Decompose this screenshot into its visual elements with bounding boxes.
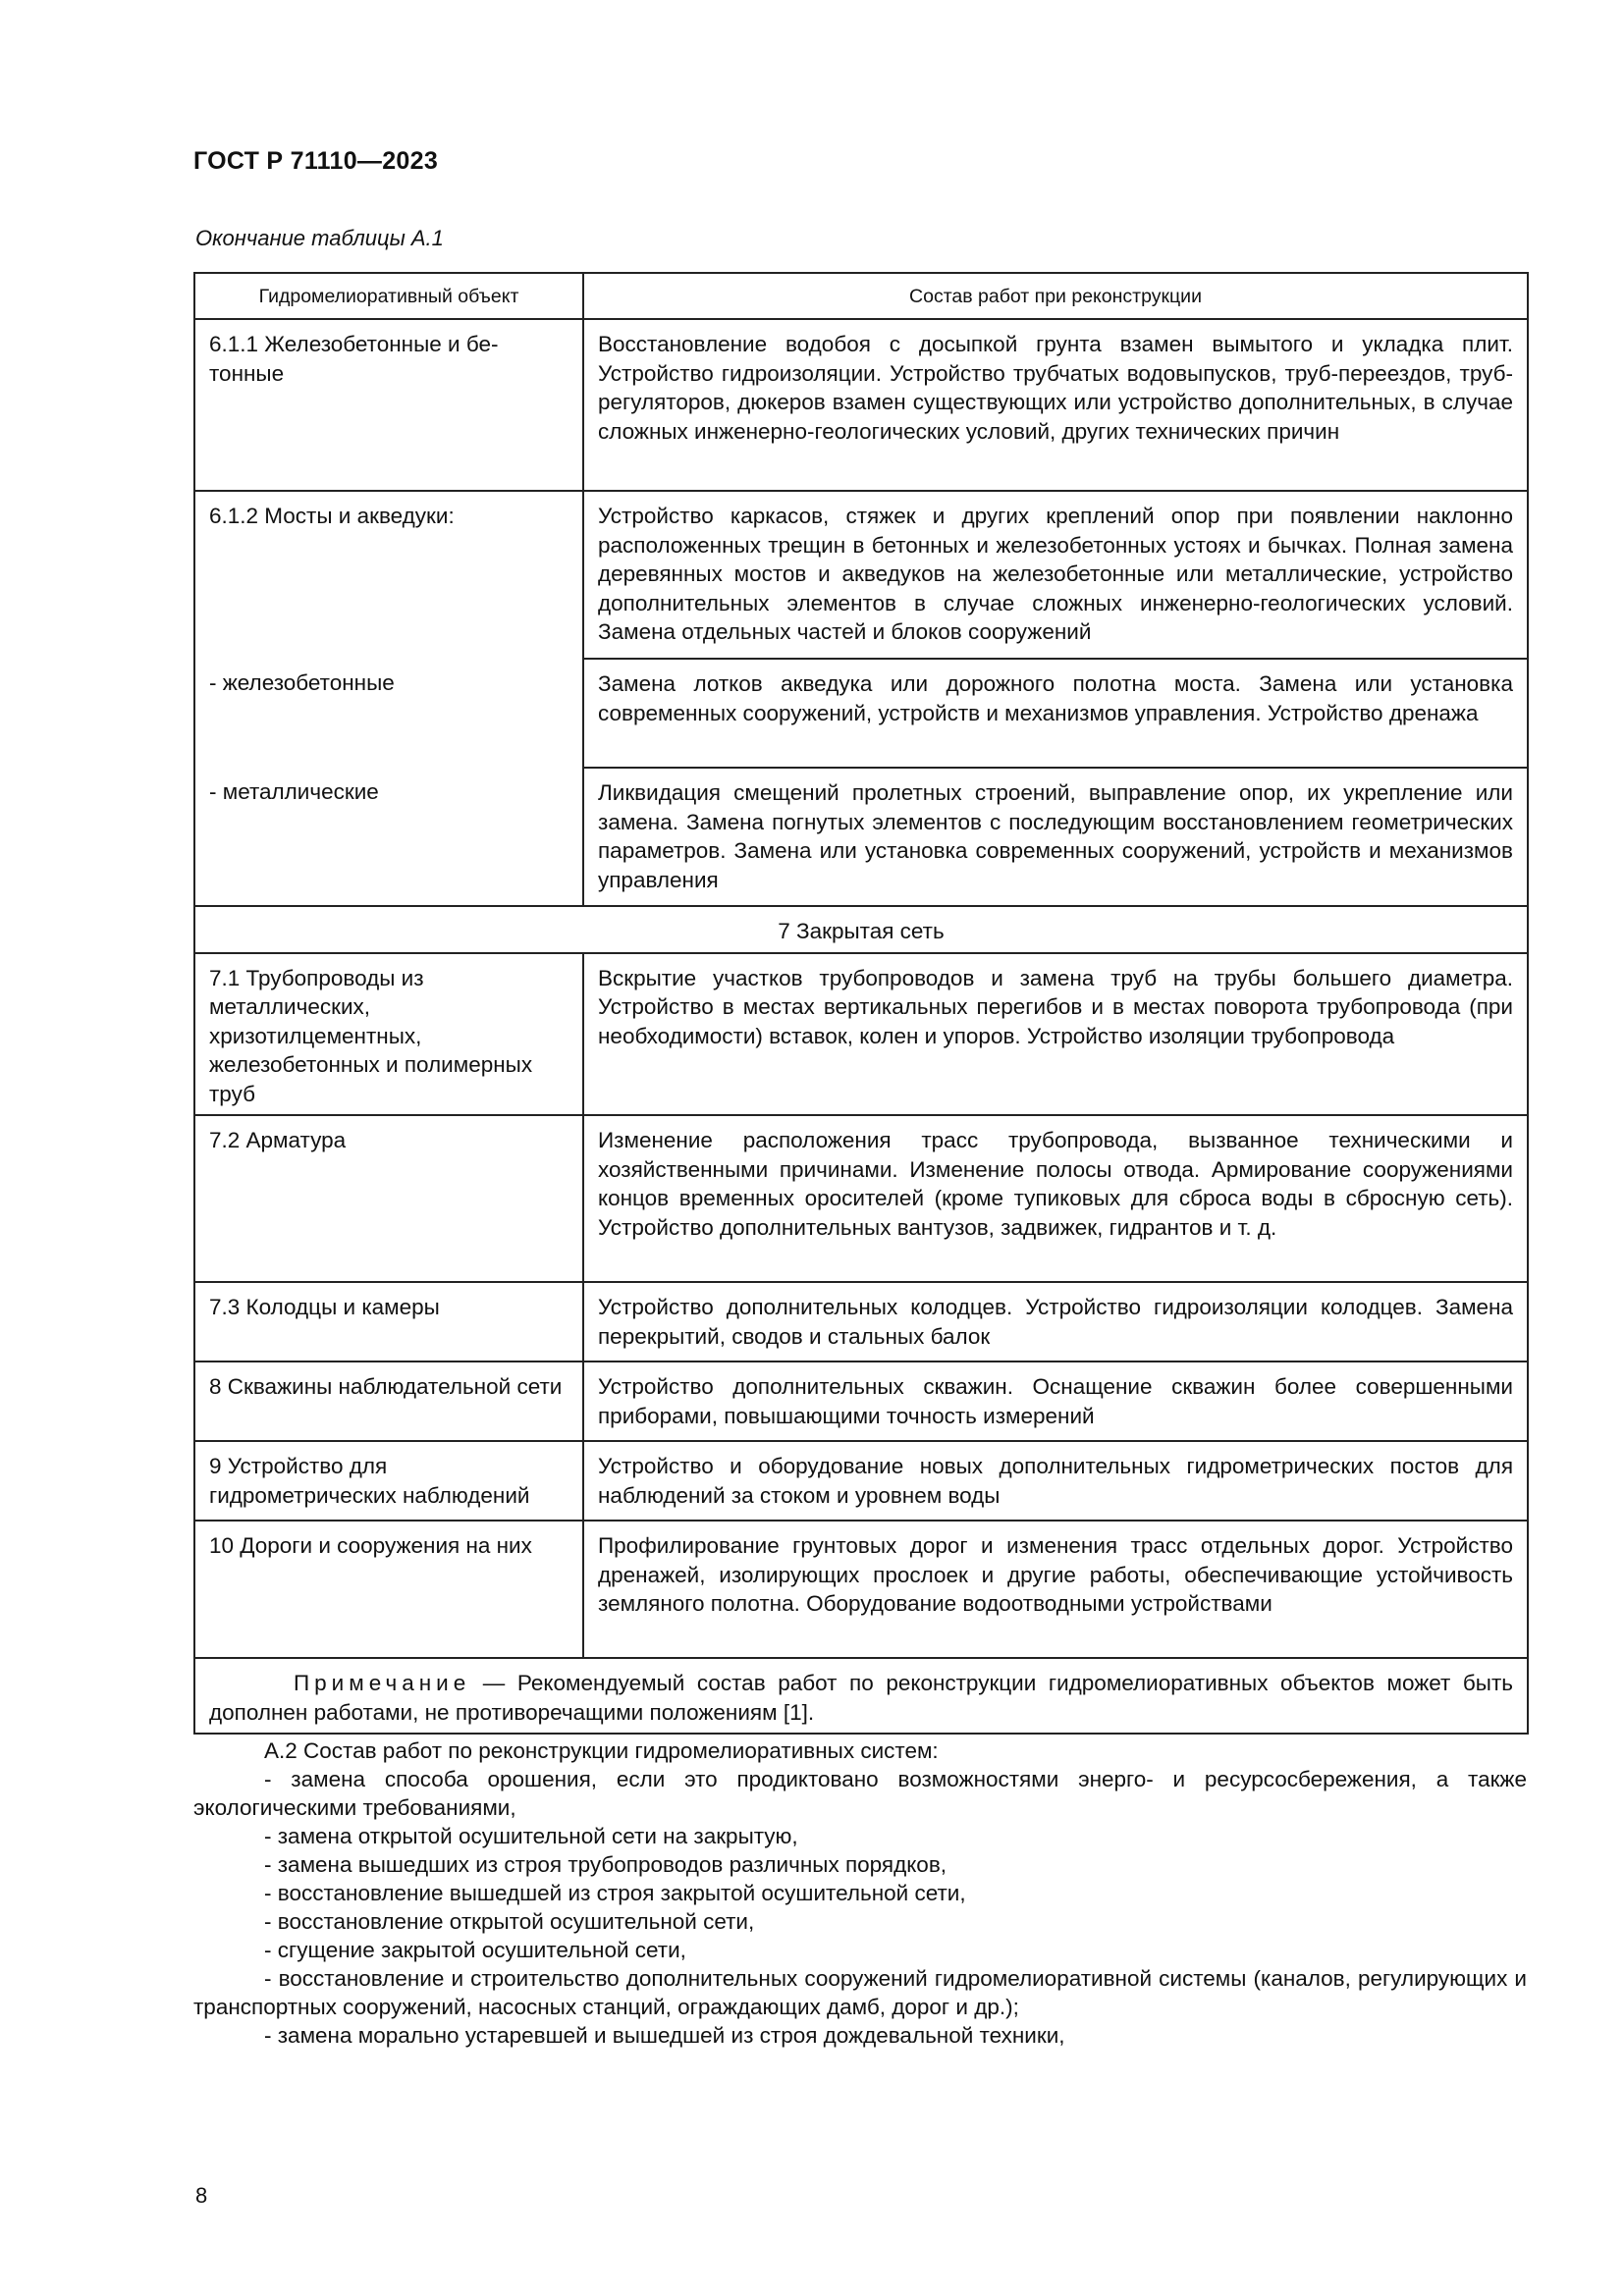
document-code-header: ГОСТ Р 71110—2023 <box>193 147 439 175</box>
column-header-works: Состав работ при реконструкции <box>583 273 1528 319</box>
row-works-cell: Устройство каркасов, стяжек и других креплений опор при появлении наклонно расположенных трещин в бетонных и железобетонных устоях и бычках. Полная замена деревянных мостов и акведуков на железобетонные или металлические, устройство дополнительных элементов в случае сложных инженерно-геологических условий. Замена отдельных частей и блоков сооружений <box>583 491 1528 659</box>
table-row <box>194 659 1528 768</box>
row-object-cell: - металлические <box>194 768 583 906</box>
column-header-object: Гидромелиоративный объект <box>194 273 583 319</box>
row-object-cell: - железобетонные <box>194 659 583 768</box>
row-works-cell: Устройство и оборудование новых дополнительных гидрометрических постов для наблюдений за стоком и уровнем воды <box>583 1441 1528 1521</box>
list-item: - замена вышедших из строя трубопроводов различных порядков, <box>264 1852 947 1877</box>
list-item: - восстановление и строительство дополнительных сооружений гидромелиоративной системы (каналов, регулирующих и транспортных сооружений, насосных станций, ограждающих дамб, дорог и др.); <box>193 1966 1527 2019</box>
note-row <box>194 1658 1528 1734</box>
row-object-cell: 9 Устройство для гидрометрических наблюдений <box>194 1441 583 1521</box>
row-object-cell: 7.3 Колодцы и камеры <box>194 1282 583 1362</box>
table-row <box>194 1441 1528 1521</box>
row-object-cell: 7.1 Трубопроводы из металлических, хризотилцементных, железобетонных и полимерных труб <box>194 953 583 1116</box>
table-header-row <box>194 273 1528 319</box>
table-caption: Окончание таблицы А.1 <box>195 226 444 250</box>
page-number: 8 <box>195 2183 208 2208</box>
table-row <box>194 319 1528 491</box>
table-note <box>194 1658 1528 1734</box>
row-works-cell: Устройство дополнительных скважин. Оснащение скважин более совершенными приборами, повышающими точность измерений <box>583 1362 1528 1441</box>
row-works-cell: Вскрытие участков трубопроводов и замена труб на трубы большего диаметра. Устройство в местах вертикальных перегибов и в местах поворота трубопровода (при необходимости) вставок, колен и упоров. Устройство изоляции трубопровода <box>583 953 1528 1116</box>
section-row <box>194 906 1528 953</box>
reconstruction-works-table <box>193 272 1529 1735</box>
list-item: - замена открытой осушительной сети на закрытую, <box>264 1824 798 1848</box>
list-item: - восстановление вышедшей из строя закрытой осушительной сети, <box>264 1881 966 1905</box>
section-title: 7 Закрытая сеть <box>194 906 1528 953</box>
row-works-cell: Профилирование грунтовых дорог и изменения трасс отдельных дорог. Устройство дренажей, изолирующих прослоек и другие работы, обеспечивающие устойчивость земляного полотна. Оборудование водоотводными устройствами <box>583 1521 1528 1658</box>
table-row <box>194 1282 1528 1362</box>
row-works-cell: Замена лотков акведука или дорожного полотна моста. Замена или установка современных сооружений, устройств и механизмов управления. Устройство дренажа <box>583 659 1528 768</box>
table-row <box>194 1521 1528 1658</box>
row-works-cell: Восстановление водобоя с досыпкой грунта взамен вымытого и укладка плит. Устройство гидроизоляции. Устройство трубчатых водовыпусков, труб-переездов, труб-регуляторов, дюкеров взамен существующих или устройство дополнительных, в случае сложных инженерно-геологических условий, других технических причин <box>583 319 1528 491</box>
table-row <box>194 953 1528 1116</box>
section-a2-text <box>193 1736 1527 2050</box>
list-item: - замена морально устаревшей и вышедшей из строя дождевальной техники, <box>264 2023 1065 2048</box>
row-object-cell: 10 Дороги и сооружения на них <box>194 1521 583 1658</box>
note-text: — Рекомендуемый состав работ по реконструкции гидромелиоративных объектов может быть дополнен работами, не противоречащими положениям [1]. <box>209 1671 1513 1725</box>
note-label: Примечание <box>294 1671 471 1695</box>
table-row <box>194 1362 1528 1441</box>
row-works-cell: Ликвидация смещений пролетных строений, выправление опор, их укрепление или замена. Замена погнутых элементов с последующим восстановлением геометрических параметров. Замена или установка современных сооружений, устройств и механизмов управления <box>583 768 1528 906</box>
row-object-cell: 8 Скважины наблюдательной сети <box>194 1362 583 1441</box>
list-item: - сгущение закрытой осушительной сети, <box>264 1938 686 1962</box>
table-row <box>194 768 1528 906</box>
row-works-cell: Изменение расположения трасс трубопровода, вызванное техническими и хозяйственными причинами. Изменение полосы отвода. Армирование сооружениями концов временных оросителей (кроме тупиковых для сброса воды в сбросную сеть). Устройство дополнительных вантузов, задвижек, гидрантов и т. д. <box>583 1115 1528 1282</box>
row-works-cell: Устройство дополнительных колодцев. Устройство гидроизоляции колодцев. Замена перекрытий, сводов и стальных балок <box>583 1282 1528 1362</box>
list-item: - восстановление открытой осушительной сети, <box>264 1909 755 1934</box>
paragraph: А.2 Состав работ по реконструкции гидромелиоративных систем: <box>264 1738 939 1763</box>
table-row <box>194 491 1528 659</box>
row-object-cell: 6.1.1 Железобетонные и бе-тонные <box>194 319 583 491</box>
row-object-cell: 6.1.2 Мосты и акведуки: <box>194 491 583 659</box>
list-item: - замена способа орошения, если это продиктовано возможностями энерго- и ресурсосбережения, а также экологическими требованиями, <box>193 1767 1527 1820</box>
table-row <box>194 1115 1528 1282</box>
row-object-cell: 7.2 Арматура <box>194 1115 583 1282</box>
